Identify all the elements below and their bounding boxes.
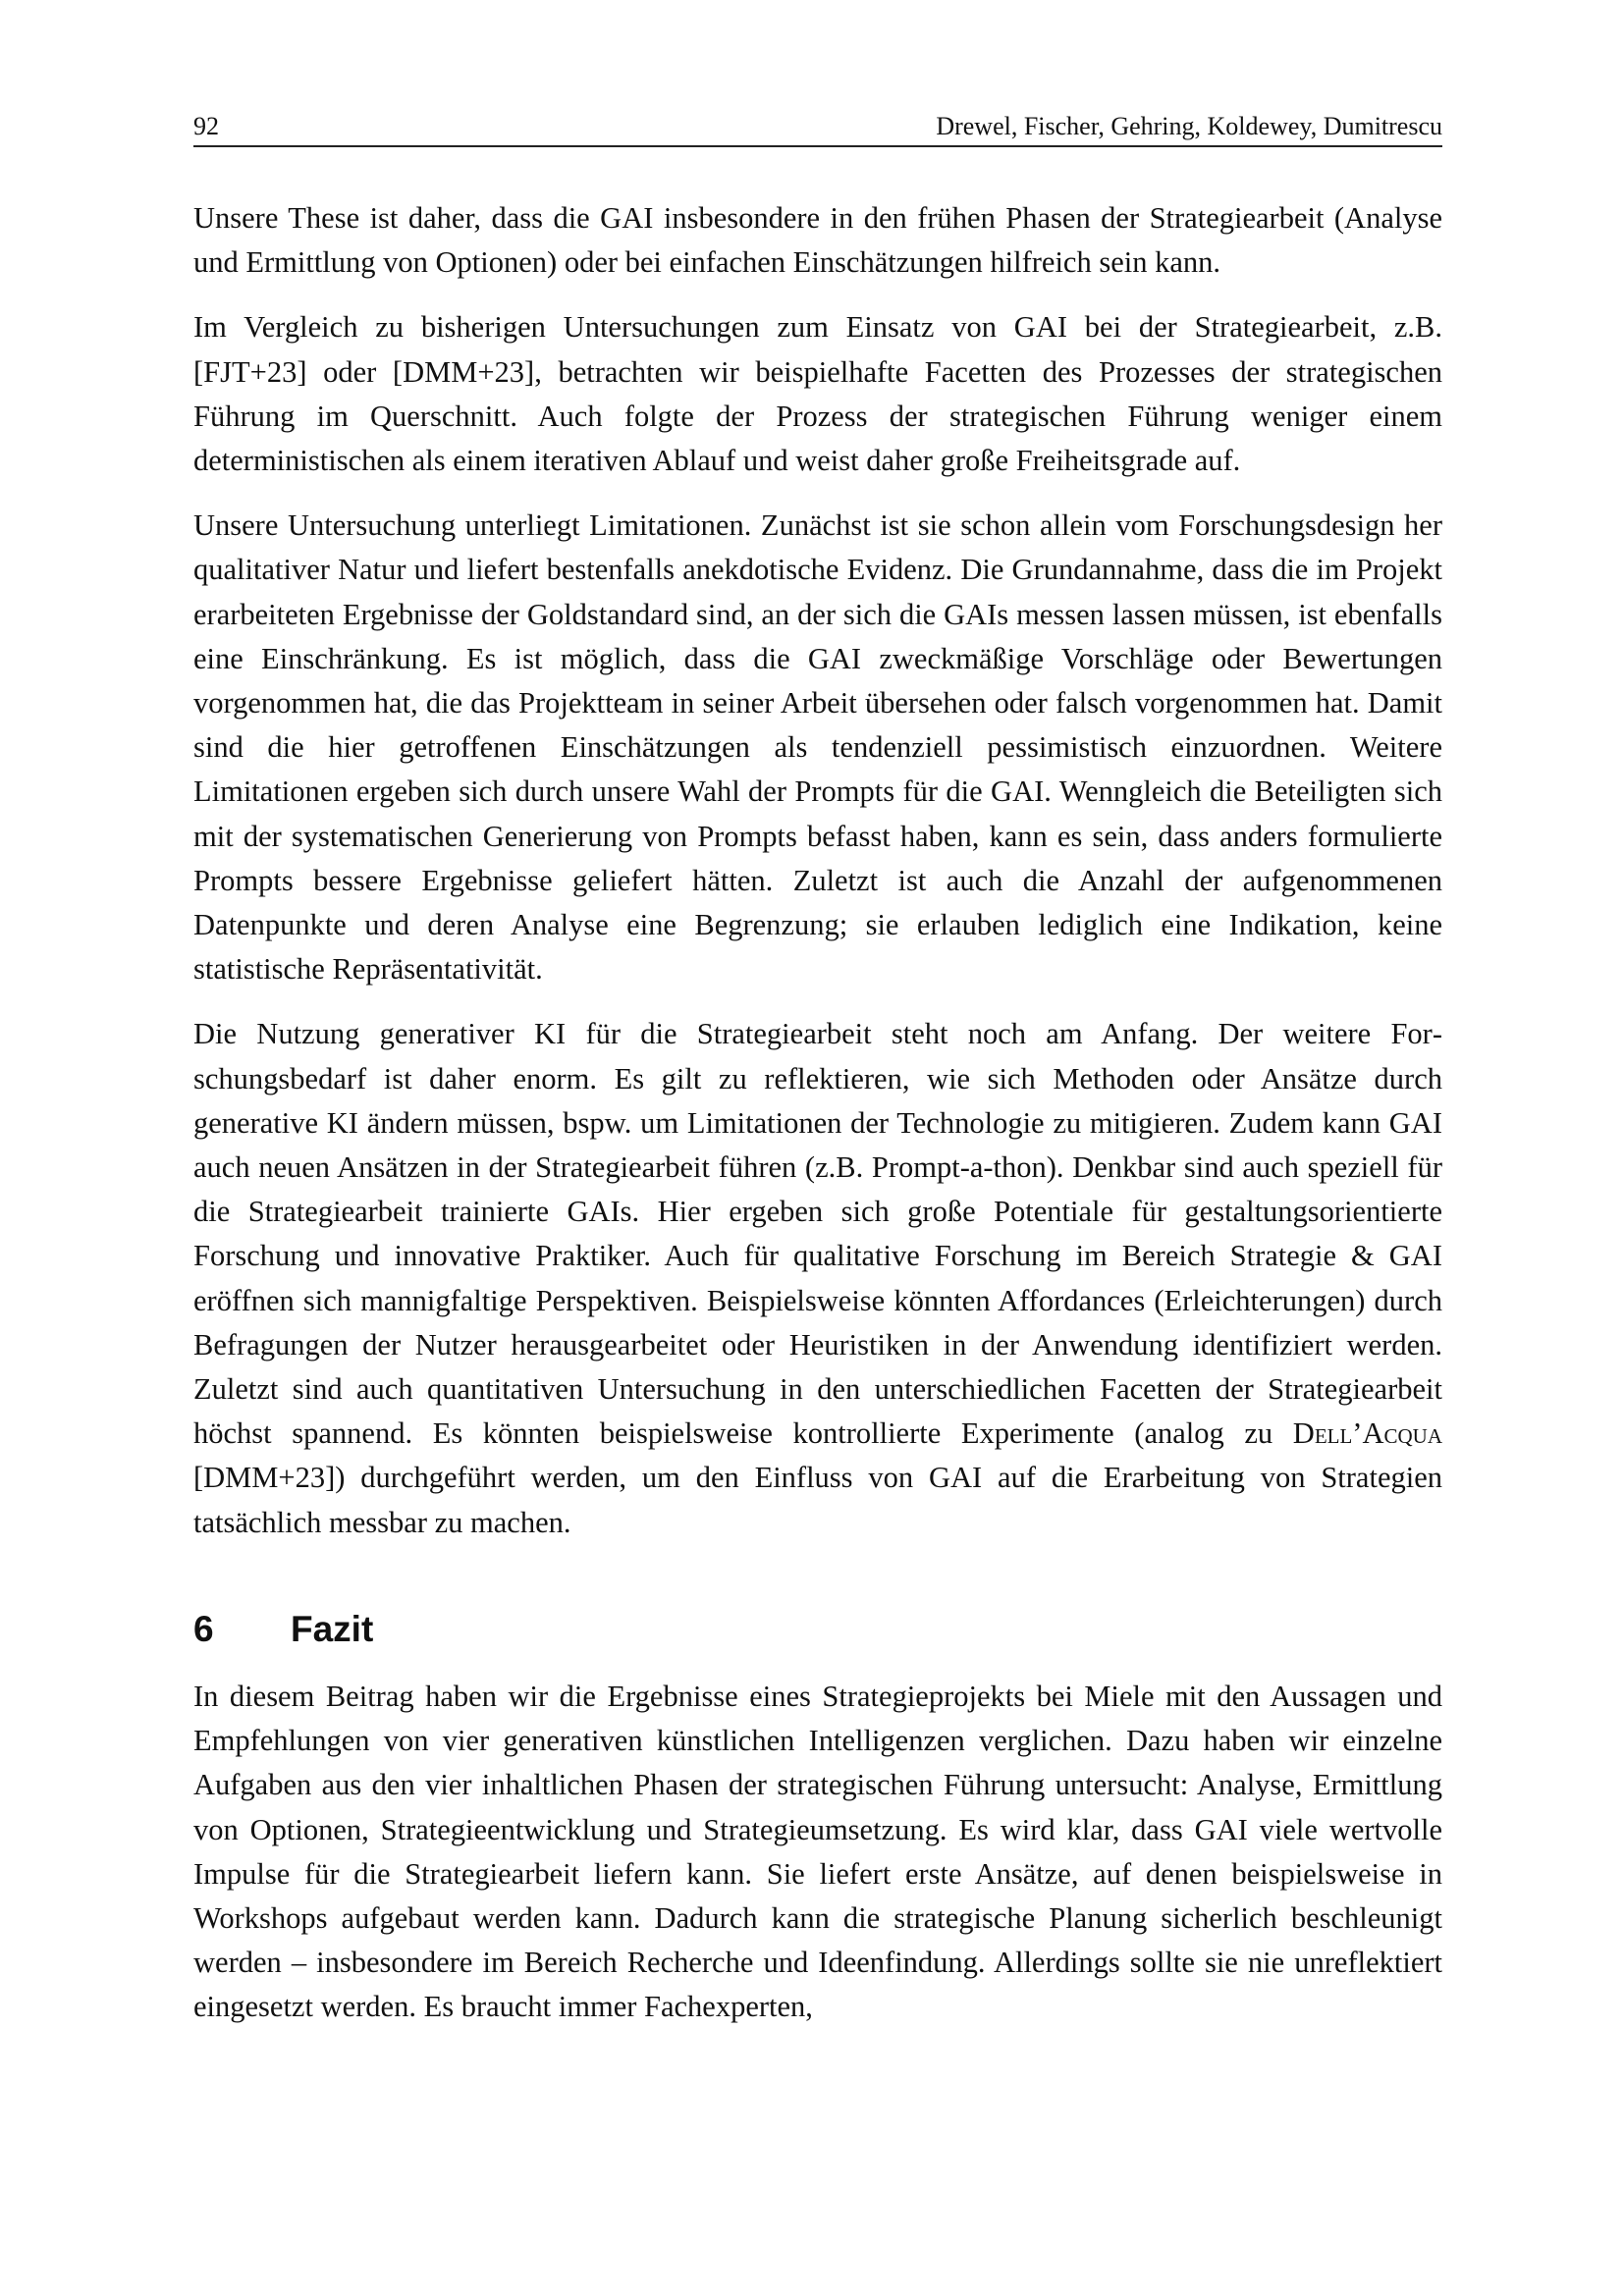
paragraph-thesis: Unsere These ist daher, dass die GAI insbesondere in den frühen Phasen der Strategiearbeit (Analyse und Ermittlung von Optionen) oder bei einfachen Einschätzungen hilfreich sein kann. xyxy=(193,201,1442,280)
paragraph-limitations: Unsere Untersuchung unterliegt Limitationen. Zunächst ist sie schon allein vom Forschungsdesign her qualitativer Natur und liefert bestenfalls anekdotische Evidenz. Die Grundannahme, dass die im Projekt erarbeiteten Ergebnisse der Goldstandard sind, an der sich die GAIs messen lassen müssen, ist ebenfalls eine Einschränkung. Es ist möglich, dass die GAI zweckmäßige Vorschläge oder Bewertungen vorgenommen hat, die das Projektteam in seiner Arbeit übersehen oder falsch vorgenommen hat. Damit sind die hier getroffenen Einschätzungen als tendenziell pessimistisch einzuordnen. Weitere Limitationen ergeben sich durch unsere Wahl der Prompts für die GAI. Wenngleich die Beteiligten sich mit der systematischen Generierung von Prompts befasst haben, kann es sein, dass anders formulierte Prompts bessere Ergebnisse geliefert hätten. Zuletzt ist auch die Anzahl der aufgenommenen Datenpunkte und deren Analyse eine Begrenzung; sie erlauben lediglich eine Indikation, keine statistische Repräsentativität. xyxy=(193,508,1442,987)
future-research-text-start: Die Nutzung generativer KI für die Strategiearbeit steht noch am Anfang. Der weitere Forschungsbedarf ist daher enorm. Es gilt zu reflektieren, wie sich Methoden oder Ansätze durch generative KI ändern müssen, bspw. um Limitationen der Technologie zu mitigieren. Zudem kann GAI auch neuen Ansätzen in der Strategiearbeit führen (z.B. Prompt-a-thon). Denkbar sind auch speziell für die Strategiearbeit trainierte GAIs. Hier ergeben sich große Potentiale für gestaltungsorientierte Forschung und innovative Praktiker. Auch für qualitative Forschung im Bereich Strategie & GAI eröffnen sich mannigfaltige Perspektiven. Beispielsweise könnten Affordances (Erleichterungen) durch Befragungen der Nutzer herausgearbeitet oder Heuristiken in der Anwendung identifiziert werden. Zuletzt sind auch quantitativen Untersuchung in den unterschiedlichen Facetten der Strategiearbeit höchst spannend. Es könnten beispielsweise kontrollierte Experimente (analog zu xyxy=(193,1017,1442,1451)
page-number: 92 xyxy=(193,112,219,140)
body-text xyxy=(193,196,1442,2051)
running-head-authors: Drewel, Fischer, Gehring, Koldewey, Dumitrescu xyxy=(936,112,1442,140)
future-research-text-end: [DMM+23]) durchgeführt werden, um den Einfluss von GAI auf die Erarbeitung von Strategien tatsächlich messbar zu machen. xyxy=(193,1461,1442,1539)
section-title: Fazit xyxy=(291,1608,374,1649)
paragraph-fazit: In diesem Beitrag haben wir die Ergebnisse eines Strategieprojekts bei Miele mit den Aussagen und Empfehlungen von vier generativen künstlichen Intelligenzen verglichen. Dazu haben wir einzelne Aufgaben aus den vier inhaltlichen Phasen der strategischen Führung untersucht: Analyse, Ermittlung von Optionen, Strategieentwicklung und Strategieumsetzung. Es wird klar, dass GAI viele wertvolle Impulse für die Strategiearbeit liefern kann. Sie liefert erste Ansätze, auf denen beispielsweise in Workshops aufgebaut werden kann. Dadurch kann die strategische Planung sicherlich beschleunigt werden – insbesondere im Bereich Recherche und Ideenfindung. Allerdings sollte sie nie unreflektiert eingesetzt werden. Es braucht immer Fachexperten, xyxy=(193,1679,1442,2024)
page-header xyxy=(193,110,1442,147)
section-heading-fazit xyxy=(193,1608,1442,1651)
cited-author-name: Dell’Acqua xyxy=(1292,1416,1442,1451)
paragraph-comparison: Im Vergleich zu bisherigen Untersuchungen zum Einsatz von GAI bei der Strategiearbeit, z.B. [FJT+23] oder [DMM+23], betrachten wir beispielhafte Facetten des Prozesses der strategischen Führung im Querschnitt. Auch folgte der Prozess der strategischen Führung weniger einem deterministischen als einem iterativen Ablauf und weist daher große Freiheitsgrade auf. xyxy=(193,310,1442,478)
paragraph-future-research xyxy=(193,1012,1442,1544)
section-number: 6 xyxy=(193,1608,214,1649)
